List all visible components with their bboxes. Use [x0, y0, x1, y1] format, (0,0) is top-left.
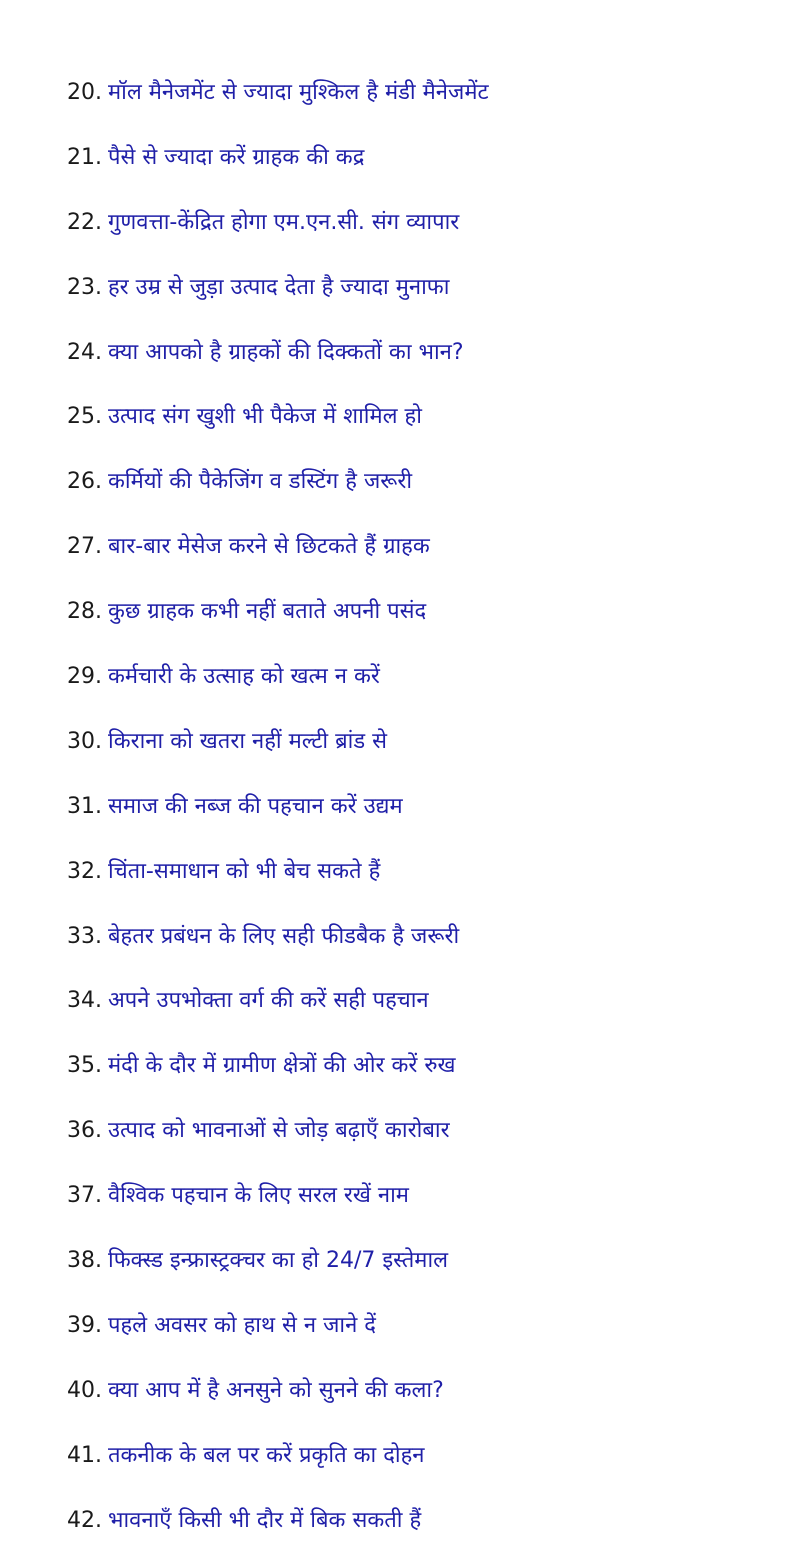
- item-title: कर्मचारी के उत्साह को खत्म न करें: [108, 664, 380, 690]
- contents-item: [67, 527, 767, 592]
- item-number: 31.: [67, 793, 102, 819]
- item-title: अपने उपभोक्ता वर्ग की करें सही पहचान: [108, 988, 429, 1014]
- item-number: 33.: [67, 923, 102, 949]
- item-title: किराना को खतरा नहीं मल्टी ब्रांड से: [108, 728, 388, 754]
- contents-item: [67, 1371, 767, 1436]
- item-title: चिंता-समाधान को भी बेच सकते हैं: [108, 858, 381, 884]
- item-number: 42.: [67, 1507, 102, 1533]
- contents-item: [67, 1176, 767, 1241]
- item-number: 30.: [67, 728, 102, 754]
- item-title: बार-बार मेसेज करने से छिटकते हैं ग्राहक: [108, 534, 430, 560]
- contents-item: [67, 787, 767, 852]
- item-title: वैश्विक पहचान के लिए सरल रखें नाम: [108, 1183, 409, 1209]
- contents-item: [67, 138, 767, 203]
- item-title: उत्पाद को भावनाओं से जोड़ बढ़ाएँ कारोबार: [108, 1118, 450, 1144]
- contents-list: [67, 73, 767, 1565]
- contents-item: [67, 1306, 767, 1371]
- contents-item: [67, 203, 767, 268]
- item-title: तकनीक के बल पर करें प्रकृति का दोहन: [108, 1442, 425, 1468]
- contents-item: [67, 981, 767, 1046]
- item-title: कर्मियों की पैकेजिंग व डस्टिंग है जरूरी: [108, 469, 413, 495]
- item-title: क्या आप में है अनसुने को सुनने की कला?: [108, 1377, 444, 1403]
- item-number: 27.: [67, 534, 102, 560]
- item-title: हर उम्र से जुड़ा उत्पाद देता है ज्यादा मुनाफा: [108, 274, 450, 300]
- contents-item: [67, 722, 767, 787]
- contents-item: [67, 1046, 767, 1111]
- contents-item: [67, 1111, 767, 1176]
- item-title: गुणवत्ता-केंद्रित होगा एम.एन.सी. संग व्यापार: [108, 209, 460, 235]
- item-title: समाज की नब्ज की पहचान करें उद्यम: [108, 793, 403, 819]
- item-number: 28.: [67, 599, 102, 625]
- item-number: 35.: [67, 1053, 102, 1079]
- item-title: मंदी के दौर में ग्रामीण क्षेत्रों की ओर करें रुख: [108, 1053, 456, 1079]
- contents-item: [67, 852, 767, 917]
- item-title: क्या आपको है ग्राहकों की दिक्कतों का भान?: [108, 339, 464, 365]
- item-title: उत्पाद संग खुशी भी पैकेज में शामिल हो: [108, 404, 422, 430]
- contents-item: [67, 73, 767, 138]
- contents-item: [67, 268, 767, 333]
- contents-item: [67, 1501, 767, 1565]
- item-title: फिक्स्ड इन्फ्रास्ट्रक्चर का हो 24/7 इस्तेमाल: [108, 1248, 449, 1274]
- contents-item: [67, 1241, 767, 1306]
- item-title: पैसे से ज्यादा करें ग्राहक की कद्र: [108, 144, 365, 170]
- item-number: 29.: [67, 664, 102, 690]
- item-number: 32.: [67, 858, 102, 884]
- item-number: 41.: [67, 1442, 102, 1468]
- item-title: भावनाएँ किसी भी दौर में बिक सकती हैं: [108, 1507, 422, 1533]
- contents-item: [67, 657, 767, 722]
- item-number: 40.: [67, 1377, 102, 1403]
- contents-item: [67, 397, 767, 462]
- contents-item: [67, 1436, 767, 1501]
- item-number: 39.: [67, 1312, 102, 1338]
- item-number: 22.: [67, 209, 102, 235]
- item-number: 26.: [67, 469, 102, 495]
- item-number: 25.: [67, 404, 102, 430]
- item-number: 20.: [67, 80, 102, 105]
- item-title: पहले अवसर को हाथ से न जाने दें: [108, 1312, 376, 1338]
- item-number: 37.: [67, 1183, 102, 1209]
- contents-item: [67, 592, 767, 657]
- item-number: 34.: [67, 988, 102, 1014]
- contents-item: [67, 333, 767, 398]
- contents-item: [67, 462, 767, 527]
- item-number: 38.: [67, 1248, 102, 1274]
- item-number: 36.: [67, 1118, 102, 1144]
- item-number: 21.: [67, 144, 102, 170]
- item-number: 24.: [67, 339, 102, 365]
- item-title: कुछ ग्राहक कभी नहीं बताते अपनी पसंद: [108, 599, 427, 625]
- contents-item: [67, 917, 767, 982]
- item-title: बेहतर प्रबंधन के लिए सही फीडबैक है जरूरी: [108, 923, 460, 949]
- item-title: मॉल मैनेजमेंट से ज्यादा मुश्किल है मंडी मैनेजमेंट: [108, 80, 489, 105]
- item-number: 23.: [67, 274, 102, 300]
